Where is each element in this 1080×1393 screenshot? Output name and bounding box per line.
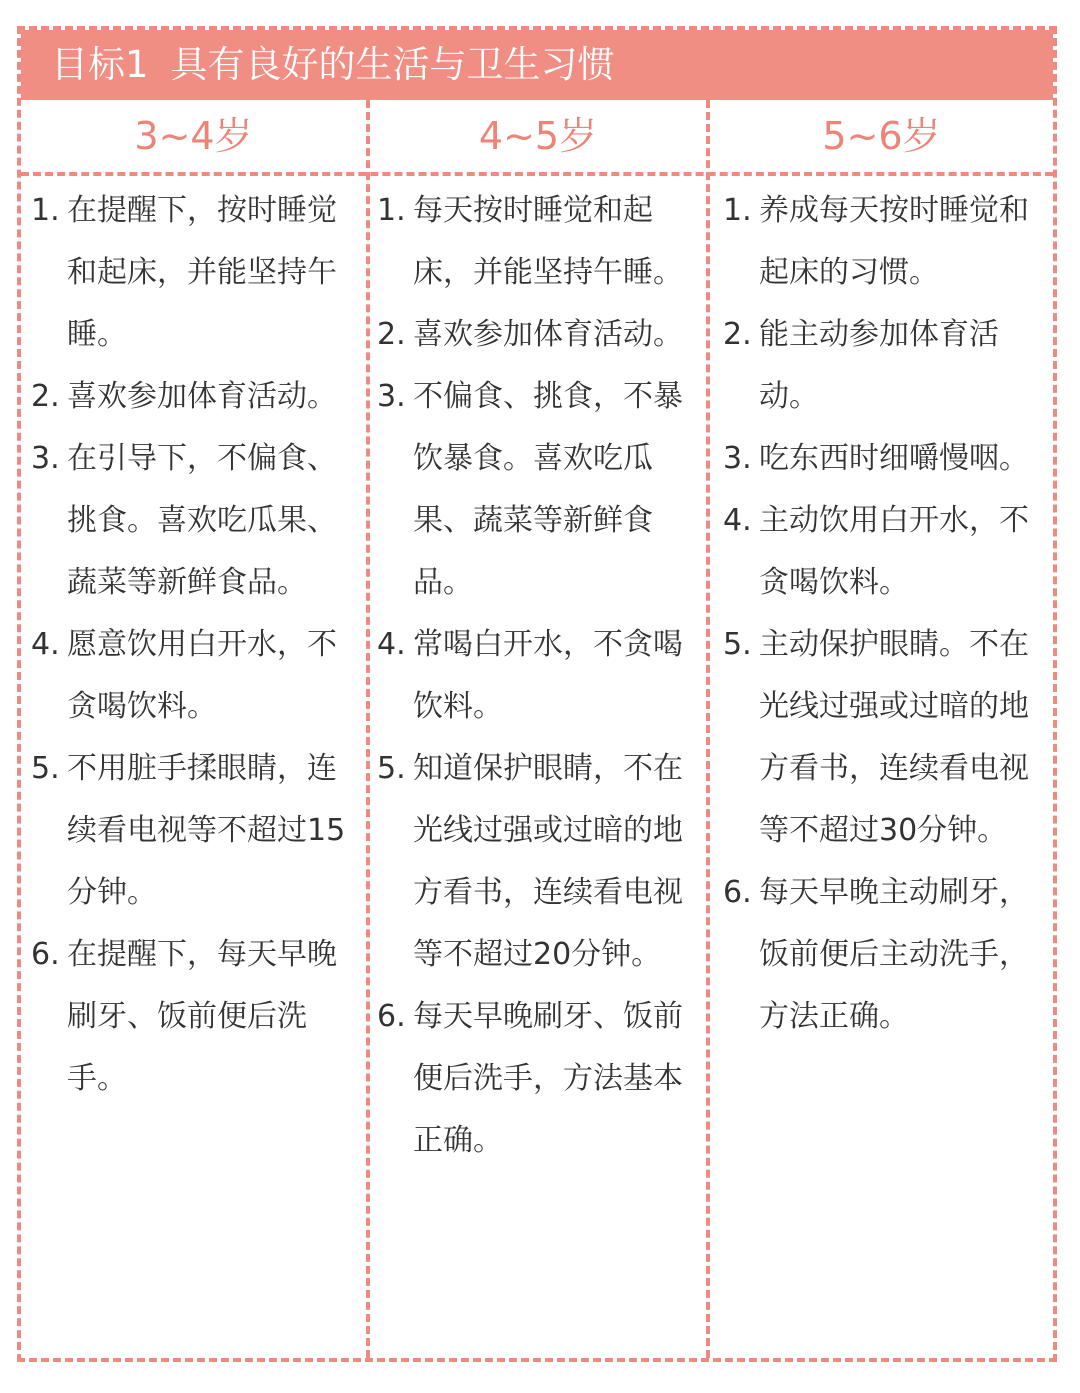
item-text: 知道保护眼睛，不在光线过强或过暗的地方看书，连续看电视等不超过20分钟。	[413, 751, 683, 972]
item-text: 不偏食、挑食，不暴饮暴食。喜欢吃瓜果、蔬菜等新鲜食品。	[413, 379, 683, 600]
item-text: 主动饮用白开水，不贪喝饮料。	[759, 503, 1029, 600]
list-item	[723, 614, 1045, 862]
goal-table	[17, 26, 1057, 1362]
list-item	[377, 614, 697, 738]
list-item	[377, 366, 697, 614]
item-text: 常喝白开水，不贪喝饮料。	[413, 627, 683, 724]
column-divider	[366, 100, 370, 1358]
item-number: 5.	[377, 751, 406, 786]
item-number: 4.	[723, 503, 752, 538]
item-text: 在提醒下，按时睡觉和起床，并能坚持午睡。	[67, 193, 337, 352]
item-text: 愿意饮用白开水，不贪喝饮料。	[67, 627, 337, 724]
list-item	[723, 180, 1045, 304]
list-item	[377, 304, 697, 366]
age-header-5-6: 5~6岁	[822, 114, 941, 158]
column-3-4	[31, 180, 351, 1110]
item-text: 每天按时睡觉和起床，并能坚持午睡。	[413, 193, 683, 290]
goal-number: 目标1	[51, 43, 149, 86]
item-number: 2.	[31, 379, 60, 414]
column-5-6	[723, 180, 1045, 1048]
item-number: 2.	[377, 317, 406, 352]
item-text: 在提醒下，每天早晚刷牙、饭前便后洗 手。	[67, 937, 337, 1096]
item-text: 在引导下，不偏食、挑食。喜欢吃瓜果、蔬菜等新鲜食品。	[67, 441, 337, 600]
age-header-3-4: 3~4岁	[134, 114, 253, 158]
item-number: 3.	[377, 379, 406, 414]
list-item	[723, 304, 1045, 428]
age-header-4-5: 4~5岁	[478, 114, 598, 158]
item-text: 吃东西时细嚼慢咽。	[759, 441, 1029, 476]
item-number: 5.	[723, 627, 752, 662]
list-item	[31, 738, 351, 924]
item-number: 3.	[723, 441, 752, 476]
list-item	[31, 366, 351, 428]
item-number: 1.	[31, 193, 60, 228]
column-divider	[706, 100, 710, 1358]
item-text: 喜欢参加体育活动。	[413, 317, 683, 352]
item-number: 4.	[377, 627, 406, 662]
goal-title: 具有良好的生活与卫生习惯	[170, 43, 615, 86]
item-number: 6.	[31, 937, 60, 972]
item-number: 2.	[723, 317, 752, 352]
item-number: 5.	[31, 751, 60, 786]
list-item	[723, 862, 1045, 1048]
list-item	[31, 924, 351, 1110]
table-title-bar	[21, 30, 1053, 100]
item-text: 每天早晚刷牙、饭前便后洗手，方法基本正确。	[413, 999, 683, 1158]
list-item	[31, 180, 351, 366]
item-text: 喜欢参加体育活动。	[67, 379, 337, 414]
item-text: 能主动参加体育活动。	[759, 317, 999, 414]
item-number: 4.	[31, 627, 60, 662]
column-4-5	[377, 180, 697, 1172]
list-item	[377, 738, 697, 986]
item-number: 3.	[31, 441, 60, 476]
list-item	[377, 986, 697, 1172]
header-divider	[21, 172, 1053, 176]
item-text: 养成每天按时睡觉和起床的习惯。	[759, 193, 1029, 290]
item-text: 主动保护眼睛。不在光线过强或过暗的地方看书，连续看电视等不超过30分钟。	[759, 627, 1029, 848]
item-text: 每天早晚主动刷牙，饭前便后主动洗手，方法正确。	[759, 875, 1029, 1034]
item-number: 6.	[377, 999, 406, 1034]
item-number: 1.	[723, 193, 752, 228]
list-item	[31, 614, 351, 738]
item-number: 6.	[723, 875, 752, 910]
item-number: 1.	[377, 193, 406, 228]
list-item	[723, 428, 1045, 490]
list-item	[377, 180, 697, 304]
item-text: 不用脏手揉眼睛，连续看电视等不超过15分钟。	[67, 751, 346, 910]
list-item	[31, 428, 351, 614]
list-item	[723, 490, 1045, 614]
